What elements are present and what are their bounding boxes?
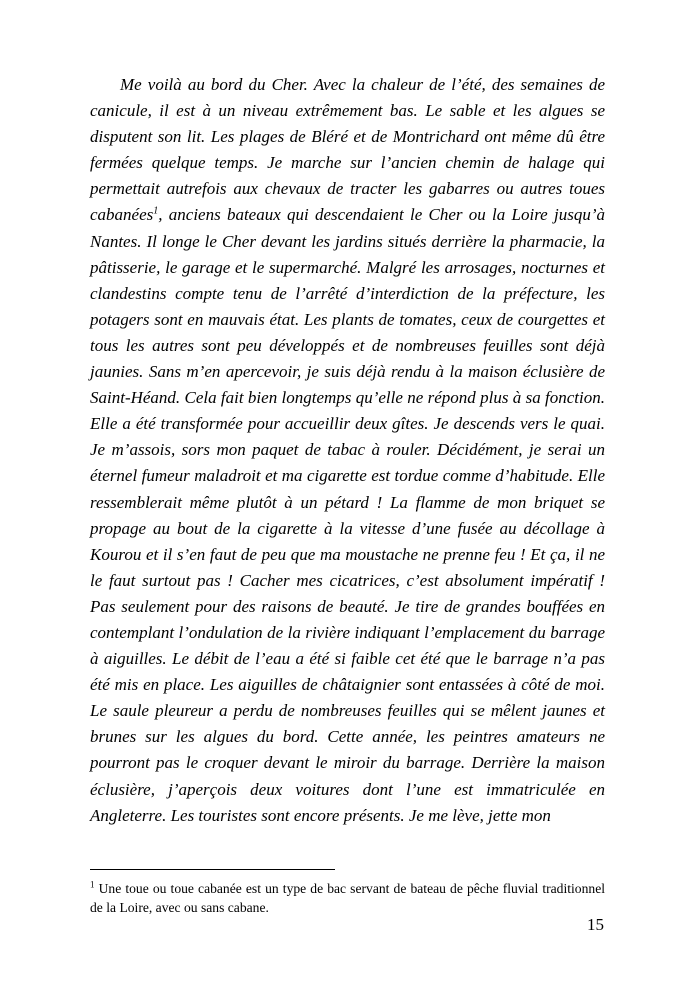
- body-text-part-1: Me voilà au bord du Cher. Avec la chaleur de l’été, des semaines de canicule, il est à un niveau extrêmement bas. Le sable et les algues se disputent son lit. Les plages de Bléré et de Montrichard ont même dû être fermées quelque temps. Je marche sur l’ancien chemin de halage qui permettait autrefois aux chevaux de tracter les gabarres ou autres toues cabanées: [90, 75, 605, 225]
- page-number: 15: [587, 915, 604, 934]
- body-paragraph: [90, 72, 605, 829]
- footnote: [90, 879, 605, 917]
- body-text-part-2: , anciens bateaux qui descendaient le Cher ou la Loire jusqu’à Nantes. Il longe le Cher devant les jardins situés derrière la pharmacie, la pâtisserie, le garage et le supermarché. Malgré les arrosages, nocturnes et clandestins compte tenu de l’arrêté d’interdiction de la préfecture, les potagers sont en mauvais état. Les plants de tomates, ceux de courgettes et tous les autres sont peu développés et de nombreuses feuilles sont déjà jaunies. Sans m’en apercevoir, je suis déjà rendu à la maison éclusière de Saint-Héand. Cela fait bien longtemps qu’elle ne répond plus à sa fonction. Elle a été transformée pour accueillir deux gîtes. Je descends vers le quai. Je m’assois, sors mon paquet de tabac à rouler. Décidément, je serai un éternel fumeur maladroit et ma cigarette est tordue comme d’habitude. Elle ressemblerait même plutôt à un pétard ! La flamme de mon briquet se propage au bout de la cigarette à la vitesse d’une fusée au décollage à Kourou et il s’en faut de peu que ma moustache ne prenne feu ! Et ça, il ne le faut surtout pas ! Cacher mes cicatrices, c’est absolument impératif ! Pas seulement pour des raisons de beauté. Je tire de grandes bouffées en contemplant l’ondulation de la rivière indiquant l’emplacement du barrage à aiguilles. Le débit de l’eau a été si faible cet été que le barrage n’a pas été mis en place. Les aiguilles de châtaignier sont entassées à côté de moi. Le saule pleureur a perdu de nombreuses feuilles qui se mêlent jaunes et brunes sur les algues du bord. Cette année, les peintres amateurs ne pourront pas le croquer devant le miroir du barrage. Derrière la maison éclusière, j’aperçois deux voitures dont l’une est immatriculée en Angleterre. Les touristes sont encore présents. Je me lève, jette mon: [90, 205, 605, 825]
- footnote-reference: 1: [153, 205, 159, 217]
- footnote-marker: 1: [90, 879, 95, 890]
- footnote-text: Une toue ou toue cabanée est un type de bac servant de bateau de pêche fluvial traditionnel de la Loire, avec ou sans cabane.: [90, 881, 605, 915]
- footnote-separator: [90, 869, 335, 870]
